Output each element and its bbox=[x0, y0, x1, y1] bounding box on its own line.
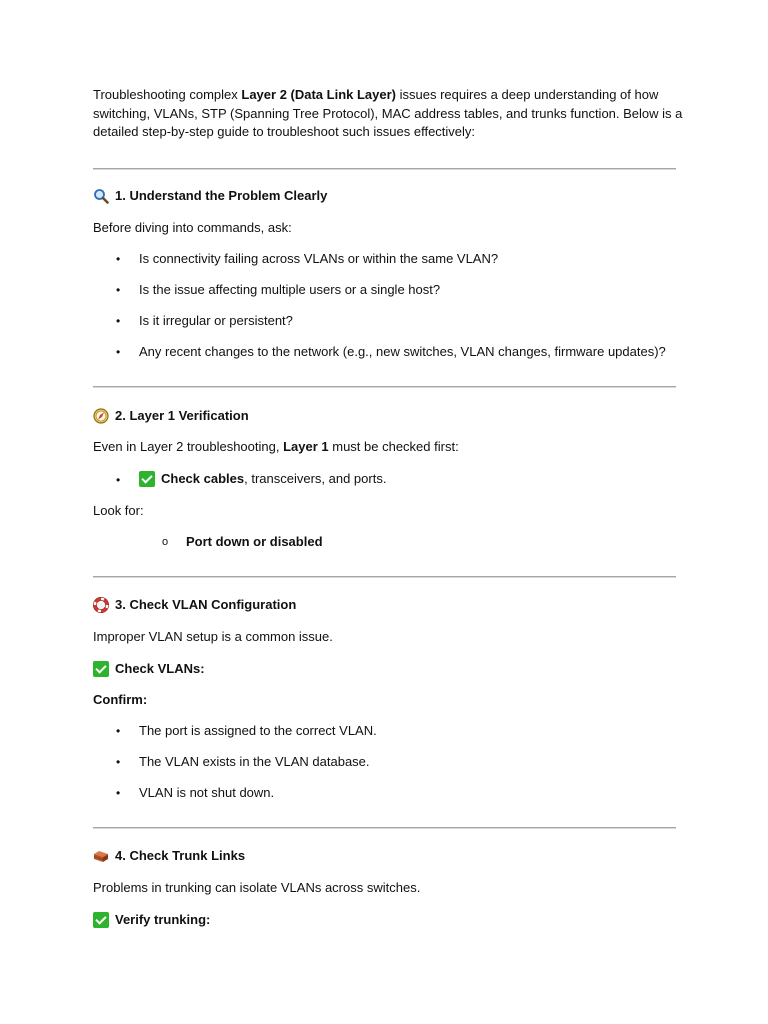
list-item bbox=[139, 470, 386, 488]
compass-icon bbox=[93, 408, 109, 424]
bullet-glyph: • bbox=[116, 724, 121, 738]
list-item: The port is assigned to the correct VLAN. bbox=[139, 723, 377, 738]
section-3-lead: Improper VLAN setup is a common issue. bbox=[93, 629, 333, 644]
intro-bold-term: Layer 2 (Data Link Layer) bbox=[241, 87, 397, 102]
brick-icon bbox=[93, 848, 109, 864]
life-ring-icon bbox=[93, 597, 109, 613]
check-mark-icon bbox=[93, 912, 109, 928]
verify-trunking-text: Verify trunking: bbox=[115, 912, 211, 927]
list-item: Is connectivity failing across VLANs or within the same VLAN? bbox=[139, 251, 499, 266]
section-3-heading bbox=[93, 596, 296, 614]
section-2-lead-start: Even in Layer 2 troubleshooting, bbox=[93, 439, 284, 454]
list-item: Is it irregular or persistent? bbox=[139, 313, 293, 328]
bullet-glyph: • bbox=[116, 755, 121, 769]
check-mark-icon bbox=[93, 661, 109, 677]
bullet-glyph: • bbox=[116, 283, 121, 297]
magnifying-glass-icon bbox=[93, 188, 109, 204]
list-item: VLAN is not shut down. bbox=[139, 785, 275, 800]
bullet-glyph: • bbox=[116, 314, 121, 328]
section-divider bbox=[93, 386, 676, 388]
section-4-heading bbox=[93, 847, 245, 865]
section-4-title: 4. Check Trunk Links bbox=[115, 848, 246, 863]
bullet-glyph: • bbox=[116, 786, 121, 800]
section-divider bbox=[93, 827, 676, 829]
check-vlans-text: Check VLANs: bbox=[115, 661, 205, 676]
confirm-label: Confirm: bbox=[93, 692, 148, 707]
list-item: Any recent changes to the network (e.g., new switches, VLAN changes, firmware updates)? bbox=[139, 344, 666, 359]
intro-text-end: issues requires a deep understanding of how switching, VLANs, STP (Spanning Tree Protocol), MAC address tables, and trunks function. Below is a detailed step-by-step guide to troubleshoot such issues effectively: bbox=[93, 87, 683, 139]
intro-text-start: Troubleshooting complex bbox=[93, 87, 242, 102]
list-item-bold: Check cables bbox=[161, 471, 245, 486]
sub-list-item: Port down or disabled bbox=[186, 534, 323, 549]
bullet-glyph: • bbox=[116, 345, 121, 359]
section-1-title: 1. Understand the Problem Clearly bbox=[115, 188, 328, 203]
list-item: The VLAN exists in the VLAN database. bbox=[139, 754, 370, 769]
section-1-heading bbox=[93, 187, 327, 205]
section-2-lead-bold: Layer 1 bbox=[283, 439, 329, 454]
bullet-glyph: • bbox=[116, 252, 121, 266]
list-item-rest: , transceivers, and ports. bbox=[244, 471, 387, 486]
list-item: Is the issue affecting multiple users or a single host? bbox=[139, 282, 441, 297]
intro-paragraph bbox=[93, 86, 683, 142]
sub-bullet-glyph: o bbox=[162, 536, 169, 548]
section-divider bbox=[93, 576, 676, 578]
section-2-lead-end: must be checked first: bbox=[328, 439, 459, 454]
check-vlans-label bbox=[93, 660, 205, 678]
section-4-lead: Problems in trunking can isolate VLANs across switches. bbox=[93, 880, 421, 895]
bullet-glyph: • bbox=[116, 473, 121, 487]
check-mark-icon bbox=[139, 471, 155, 487]
section-2-heading bbox=[93, 407, 249, 425]
section-1-lead: Before diving into commands, ask: bbox=[93, 220, 292, 235]
section-2-lead bbox=[93, 438, 459, 456]
verify-trunking-label bbox=[93, 911, 210, 929]
look-for-label: Look for: bbox=[93, 503, 144, 518]
section-2-title: 2. Layer 1 Verification bbox=[115, 408, 249, 423]
section-divider bbox=[93, 168, 676, 170]
section-3-title: 3. Check VLAN Configuration bbox=[115, 597, 297, 612]
